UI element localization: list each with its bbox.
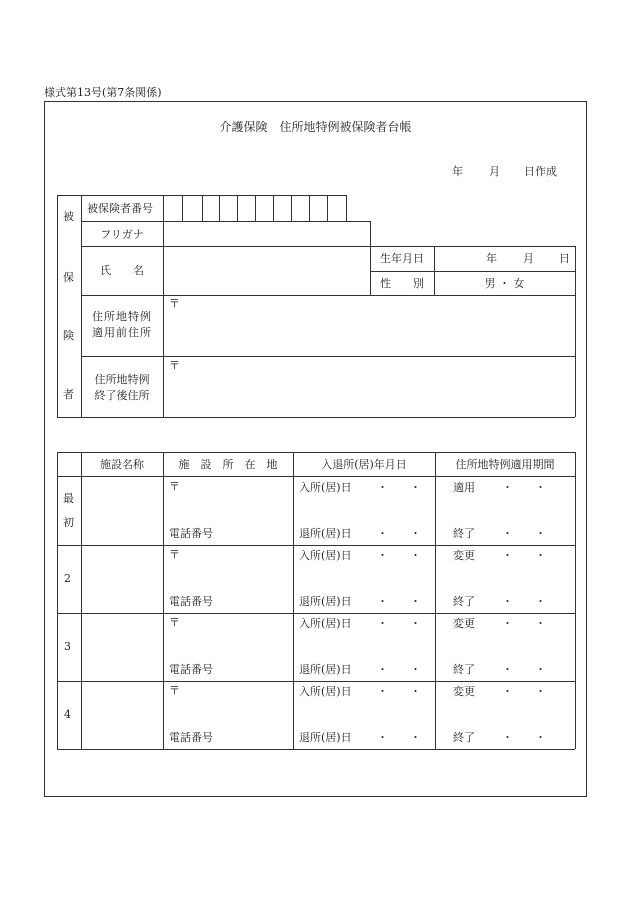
period-end-dots: ・ ・ <box>502 663 546 676</box>
form-id: 様式第13号(第7条関係) <box>44 86 162 99</box>
insured-side-char-2: 保 <box>63 271 74 284</box>
period-start-label: 変更 <box>453 617 475 630</box>
period-start-dots: ・ ・ <box>502 481 546 494</box>
insured-side-char-1: 被 <box>63 210 74 223</box>
row-index: 初 <box>63 516 74 529</box>
admission-dots: ・ ・ <box>377 549 421 562</box>
discharge-dots: ・ ・ <box>377 527 421 540</box>
period-end-label: 終了 <box>453 663 475 676</box>
after-address-postal-mark: 〒 <box>169 359 180 372</box>
header-facility-address: 施 設 所 在 地 <box>178 458 278 471</box>
row-index: 2 <box>64 572 71 585</box>
sex-options: 男 ・ 女 <box>484 277 525 290</box>
discharge-label: 退所(居)日 <box>299 663 352 676</box>
insured-side-char-3: 険 <box>63 329 74 342</box>
after-address-label-line1: 住所地特例 <box>94 373 150 386</box>
phone-label: 電話番号 <box>169 527 213 540</box>
phone-label: 電話番号 <box>169 595 213 608</box>
period-start-label: 変更 <box>453 685 475 698</box>
discharge-label: 退所(居)日 <box>299 731 352 744</box>
period-end-dots: ・ ・ <box>502 595 546 608</box>
period-start-dots: ・ ・ <box>502 617 546 630</box>
period-end-label: 終了 <box>453 731 475 744</box>
row-index: 3 <box>64 640 71 653</box>
period-end-label: 終了 <box>453 527 475 540</box>
header-facility-name: 施設名称 <box>100 458 144 471</box>
period-start-label: 変更 <box>453 549 475 562</box>
name-label: 氏 名 <box>100 264 144 277</box>
birth-month-label: 月 <box>523 252 534 265</box>
after-address-label-line2: 終了後住所 <box>94 389 150 402</box>
period-start-label: 適用 <box>453 481 475 494</box>
discharge-label: 退所(居)日 <box>299 527 352 540</box>
postal-mark: 〒 <box>169 684 180 697</box>
birth-date-label: 生年月日 <box>380 252 424 265</box>
discharge-dots: ・ ・ <box>377 731 421 744</box>
sex-label: 性 別 <box>380 277 424 290</box>
furigana-label: フリガナ <box>100 228 144 241</box>
admission-label: 入所(居)日 <box>299 481 352 494</box>
before-address-postal-mark: 〒 <box>169 297 180 310</box>
date-day-created-label: 日作成 <box>524 165 557 178</box>
period-end-dots: ・ ・ <box>502 731 546 744</box>
phone-label: 電話番号 <box>169 663 213 676</box>
discharge-label: 退所(居)日 <box>299 595 352 608</box>
before-address-label-line1: 住所地特例 <box>92 310 152 323</box>
period-start-dots: ・ ・ <box>502 549 546 562</box>
insured-number-label: 被保険者番号 <box>87 202 153 215</box>
admission-dots: ・ ・ <box>377 617 421 630</box>
discharge-dots: ・ ・ <box>377 595 421 608</box>
date-year-label: 年 <box>452 165 463 178</box>
header-admission-dates: 入退所(居)年月日 <box>321 458 407 471</box>
admission-dots: ・ ・ <box>377 685 421 698</box>
postal-mark: 〒 <box>169 548 180 561</box>
period-end-dots: ・ ・ <box>502 527 546 540</box>
birth-year-label: 年 <box>486 252 497 265</box>
row-index: 最 <box>63 492 74 505</box>
birth-day-label: 日 <box>559 252 570 265</box>
header-special-period: 住所地特例適用期間 <box>455 458 555 471</box>
admission-label: 入所(居)日 <box>299 685 352 698</box>
postal-mark: 〒 <box>169 616 180 629</box>
before-address-label-line2: 適用前住所 <box>92 326 152 339</box>
date-month-label: 月 <box>489 165 500 178</box>
discharge-dots: ・ ・ <box>377 663 421 676</box>
insured-side-char-4: 者 <box>63 388 74 401</box>
admission-label: 入所(居)日 <box>299 617 352 630</box>
form-title: 介護保険 住所地特例被保険者台帳 <box>219 120 412 134</box>
admission-label: 入所(居)日 <box>299 549 352 562</box>
period-end-label: 終了 <box>453 595 475 608</box>
postal-mark: 〒 <box>169 480 180 493</box>
admission-dots: ・ ・ <box>377 481 421 494</box>
phone-label: 電話番号 <box>169 731 213 744</box>
period-start-dots: ・ ・ <box>502 685 546 698</box>
row-index: 4 <box>64 708 71 721</box>
